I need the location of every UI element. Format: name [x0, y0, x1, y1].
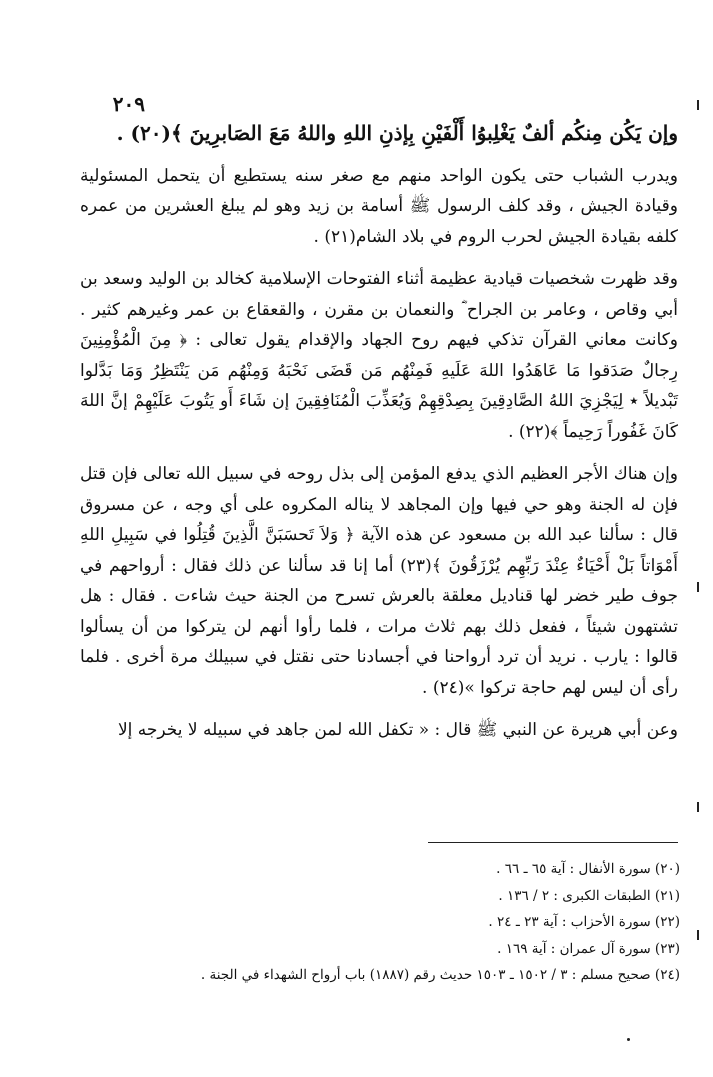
scan-mark-middle: [697, 582, 699, 592]
footnote-23: (٢٣) سورة آل عمران : آية ١٦٩ .: [497, 940, 680, 957]
paragraph-youth-leadership: ويدرب الشباب حتى يكون الواحد منهم مع صغر سنه يستطيع أن يتحمل المسئولية وقيادة الجيش ، وقد كلف الرسول ﷺ أسامة بن زيد وهو لم يبلغ العشرين من عمره كلفه بقيادة الجيش لحرب الروم في بلاد الشام(٢١) .: [80, 165, 678, 247]
paragraph-abu-hurayra: وعن أبي هريرة عن النبي ﷺ قال : « تكفل الله لمن جاهد في سبيله لا يخرجه إلا: [117, 720, 678, 740]
main-text: [80, 118, 678, 758]
footnotes: [150, 856, 680, 989]
footnote-21: (٢١) الطبقات الكبرى : ٢ / ١٣٦ .: [498, 887, 680, 904]
footnote-22: (٢٢) سورة الأحزاب : آية ٢٣ ـ ٢٤ .: [488, 914, 680, 930]
paragraph-martyrs-reward: وإن هناك الأجر العظيم الذي يدفع المؤمن إلى بذل روحه في سبيل الله تعالى فإن قتل فإن له الجنة وهو حي فيها وإن المجاهد لا يناله المكروه على أي وجه ، عن مسروق قال : سألنا عبد الله بن مسعود عن هذه الآية ﴿ وَلاَ تَحسَبَنَّ الَّذِينَ قُتِلُوا في سَبِيلِ اللهِ أَمْوَاتاً بَلْ أَحْيَاءٌ عِنْدَ رَبِّهِم يُرْزَقُونَ ﴾(٢٣) أما إنا قد سألنا عن ذلك فقال : أرواحهم في جوف طير خضر لها قناديل معلقة بالعرش تسرح من الجنة حيث شاءت . فقال : هل تشتهون شيئاً ، ففعل ذلك بهم ثلاث مرات ، فلما رأوا أنهم لن يتركوا من أن يسألوا قالوا : يارب . نريد أن ترد أرواحنا في أجسادنا حتى نقتل في سبيلك مرة أخرى . فلما رأى أن ليس لهم حاجة تركوا »(٢٤) .: [80, 464, 678, 698]
scan-mark-footer: [697, 930, 699, 940]
scan-mark-top: [697, 100, 699, 110]
paragraph-leaders-conquests: وقد ظهرت شخصيات قيادية عظيمة أثناء الفتوحات الإسلامية كخالد بن الوليد وسعد بن أبي وقاص ، وعامر بن الجراح ؓ والنعمان بن مقرن ، والقعقاع بن عمر وغيرهم كثير . وكانت معاني القرآن تذكي فيهم روح الجهاد والإقدام يقول تعالى : ﴿ مِنَ الْمُؤْمِنِينَ رِجالٌ صَدَقوا مَا عَاهَدُوا اللهَ عَلَيهِ فَمِنْهُم مَن قَضَى نَحْبَهُ وَمِنْهُم مَن يَنْتَظِرُ وَمَا بَدَّلوا تَبْديلاً ٭ لِيَجْزِيَ اللهُ الصَّادِقِينَ بِصِدْقِهِمْ وَيُعَذِّبَ الْمُنَافِقِينَ إن شَاءَ أَو يَتُوبَ عَلَيْهِمْ إنَّ اللهَ كَانَ غَفُوراً رَحِيماً ﴾(٢٢) .: [80, 269, 678, 442]
paragraph-verse-anfal: وإن يَكُن مِنكُم ألفٌ يَغْلِبوُا أَلْفَيْنِ بِإذنِ اللهِ واللهُ مَعَ الصَابرِينَ ﴾(٢٠) .: [116, 121, 678, 145]
footnote-20: (٢٠) سورة الأنفال : آية ٦٥ ـ ٦٦ .: [496, 861, 680, 877]
footnote-separator: [428, 842, 678, 843]
scan-mark-lower: [697, 802, 699, 812]
page-number: ٢٠٩: [112, 92, 145, 116]
footnote-24: (٢٤) صحيح مسلم : ٣ / ١٥٠٢ ـ ١٥٠٣ حديث رقم (١٨٨٧) باب أرواح الشهداء في الجنة .: [200, 967, 680, 983]
scan-dot-bottom: [627, 1038, 630, 1041]
